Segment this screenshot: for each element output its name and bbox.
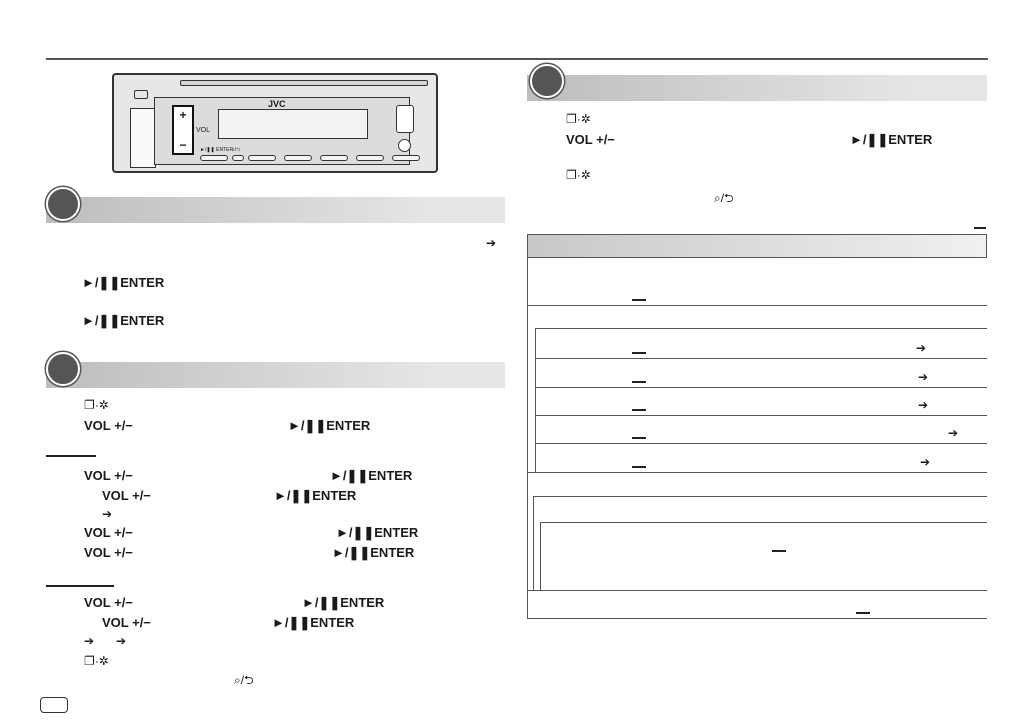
section-badge-2 — [46, 352, 80, 386]
search-back-icon: ⌕/⮌ — [714, 191, 734, 205]
default-underline — [772, 550, 786, 552]
enter-label: ►/❚❚ENTER — [330, 468, 413, 483]
preset-button-5 — [392, 155, 420, 161]
arrow-icon: ➔ — [102, 507, 113, 521]
subtable-divider — [535, 415, 987, 416]
subtable-left — [533, 496, 534, 590]
language-badge — [40, 697, 68, 713]
preset-button-3 — [320, 155, 348, 161]
volume-plus-icon: + — [179, 108, 187, 122]
subheading-underline — [46, 455, 96, 457]
preset-button-2 — [284, 155, 312, 161]
volume-knob — [172, 105, 194, 155]
display-window — [218, 109, 368, 139]
search-button-label: ⌕/⮌ — [232, 147, 241, 153]
preset-button-1 — [248, 155, 276, 161]
table-row-divider — [527, 590, 987, 591]
search-button — [232, 155, 244, 161]
display-settings-icon: ❐·✲ — [566, 168, 591, 182]
arrow-icon: ➔ — [918, 370, 929, 384]
default-underline — [974, 227, 986, 229]
vol-label: VOL +/− — [84, 418, 133, 433]
usb-port — [396, 105, 414, 133]
table-bottom — [527, 618, 987, 619]
enter-label: ►/❚❚ENTER — [288, 418, 371, 433]
enter-button-label: ►/❚❚ ENTER — [200, 147, 234, 153]
default-underline — [632, 299, 646, 301]
top-rule — [46, 58, 988, 60]
subtable-top — [533, 496, 987, 497]
brand-logo: JVC — [268, 99, 286, 109]
subtable-left — [535, 328, 536, 472]
volume-minus-icon: − — [179, 138, 187, 152]
section-header-3 — [527, 75, 987, 101]
enter-label: ►/❚❚ENTER — [272, 615, 355, 630]
default-underline — [632, 352, 646, 354]
vol-label: VOL +/− — [102, 615, 151, 630]
display-settings-icon: ❐·✲ — [84, 398, 109, 412]
enter-label: ►/❚❚ENTER — [82, 313, 165, 328]
nested-table-top — [540, 522, 987, 523]
section-badge-1 — [46, 187, 80, 221]
section-badge-3 — [530, 64, 564, 98]
table-border-left — [527, 258, 528, 619]
enter-button — [200, 155, 228, 161]
power-button — [134, 90, 148, 99]
default-underline — [856, 612, 870, 614]
default-underline — [632, 409, 646, 411]
arrow-icon: ➔ — [84, 634, 95, 648]
subtable-top — [535, 328, 987, 329]
default-underline — [632, 466, 646, 468]
arrow-icon: ➔ — [916, 341, 927, 355]
table-row-divider — [527, 472, 987, 473]
subtable-divider — [535, 358, 987, 359]
subtable-divider — [535, 443, 987, 444]
nested-table-left — [540, 522, 541, 590]
default-underline — [632, 381, 646, 383]
enter-label: ►/❚❚ENTER — [82, 275, 165, 290]
table-row-divider — [527, 305, 987, 306]
vol-label: VOL +/− — [84, 525, 133, 540]
vol-label: VOL +/− — [84, 545, 133, 560]
vol-label: VOL +/− — [84, 468, 133, 483]
vol-label: VOL +/− — [102, 488, 151, 503]
display-settings-icon: ❐·✲ — [566, 112, 591, 126]
car-stereo-illustration — [112, 73, 438, 173]
default-underline — [632, 437, 646, 439]
section-header-1 — [46, 197, 505, 223]
search-back-icon: ⌕/⮌ — [234, 673, 254, 687]
enter-label: ►/❚❚ENTER — [302, 595, 385, 610]
preset-button-4 — [356, 155, 384, 161]
subtable-divider — [535, 387, 987, 388]
vol-label: VOL +/− — [84, 595, 133, 610]
arrow-icon: ➔ — [948, 426, 959, 440]
vol-label: VOL +/− — [566, 132, 615, 147]
enter-label: ►/❚❚ENTER — [274, 488, 357, 503]
disc-slot — [180, 80, 428, 86]
arrow-icon: ➔ — [486, 236, 497, 250]
aux-jack — [398, 139, 411, 152]
section-header-2 — [46, 362, 505, 388]
enter-label: ►/❚❚ENTER — [336, 525, 419, 540]
display-settings-icon: ❐·✲ — [84, 654, 109, 668]
arrow-icon: ➔ — [918, 398, 929, 412]
detach-button — [130, 108, 156, 168]
settings-table-header — [527, 234, 987, 258]
vol-label: VOL — [196, 127, 211, 134]
enter-label: ►/❚❚ENTER — [850, 132, 933, 147]
enter-label: ►/❚❚ENTER — [332, 545, 415, 560]
subheading-underline — [46, 585, 114, 587]
arrow-icon: ➔ — [920, 455, 931, 469]
arrow-icon: ➔ — [116, 634, 127, 648]
